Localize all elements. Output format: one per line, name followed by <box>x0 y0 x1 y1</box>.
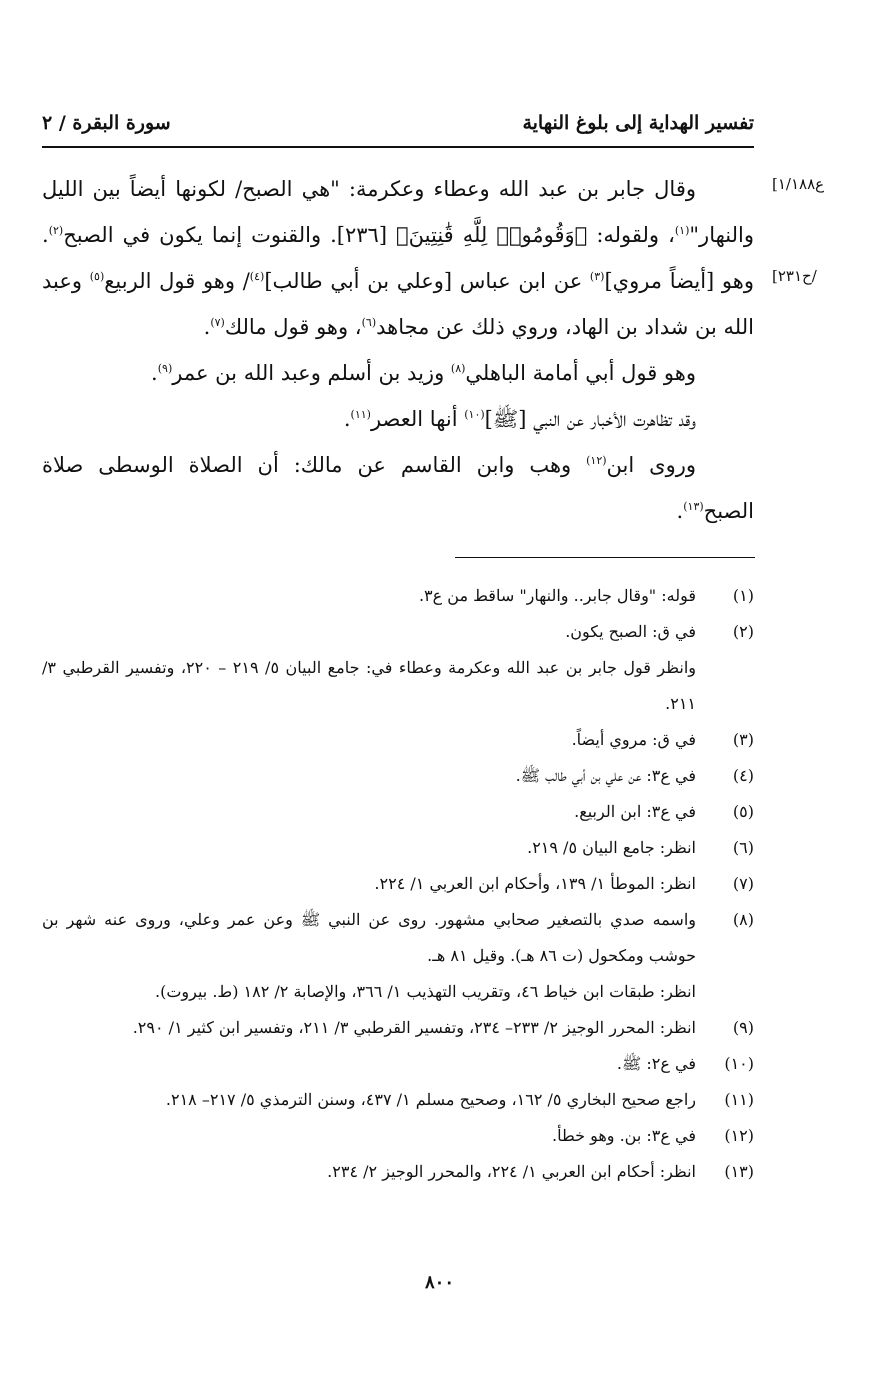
footnote-ref: (٣) <box>589 270 605 283</box>
footnote-number: (٣) <box>732 730 754 749</box>
footnote-number: (١٢) <box>724 1126 754 1145</box>
header-rule <box>42 146 754 148</box>
footnote-item <box>42 614 754 650</box>
footnote-item <box>42 1118 754 1154</box>
paragraph-4: وروى ابن$^{(١٢)}$ وهب وابن القاسم عن مالك: أن الصلاة الوسطى صلاة الصبح$^{(١٣)}$. <box>42 453 754 523</box>
footnote-text: راجع صحيح البخاري ٥/ ١٦٢، وصحيح مسلم ١/ ٤٣٧، وسنن الترمذي ٥/ ٢١٧– ٢١٨. <box>165 1090 696 1109</box>
book-title: تفسير الهداية إلى بلوغ النهاية <box>522 112 754 134</box>
page-number: ٨٠٠ <box>424 1272 454 1293</box>
footnote-item <box>42 1010 754 1046</box>
footnote-text: انظر: المحرر الوجيز ٢/ ٢٣٣– ٢٣٤، وتفسير القرطبي ٣/ ٢١١، وتفسير ابن كثير ١/ ٢٩٠. <box>132 1018 696 1037</box>
footnotes <box>42 578 754 1190</box>
footnote-item <box>42 830 754 866</box>
footnote-ref: (٢) <box>48 224 64 237</box>
footnote-text: في ع٣: ابن الربيع. <box>574 802 696 821</box>
footnote-number: (٢) <box>732 622 754 641</box>
footnote-number: (١) <box>732 586 754 605</box>
footnote-item <box>42 794 754 830</box>
running-header <box>42 106 754 140</box>
footnote-ref: (١) <box>674 224 690 237</box>
paragraph-3: وقد تظاهرت الأخبار عن النبي [ﷺ]$^{(١٠)}$ أنها العصر$^{(١١)}$. <box>343 407 696 431</box>
footnote-number: (١٠) <box>724 1054 754 1073</box>
footnote-text: في ع٣: عن علي بن أبي طالب ﷺ. <box>515 766 696 785</box>
footnote-number: (٤) <box>732 766 754 785</box>
footnote-ref: (٩) <box>157 362 173 375</box>
footnote-number: (٨) <box>732 910 754 929</box>
footnote-item <box>42 1082 754 1118</box>
footnote-number: (١٣) <box>724 1162 754 1181</box>
footnote-ref: (٦) <box>361 316 377 329</box>
footnote-continuation: وانظر قول جابر بن عبد الله وعكرمة وعطاء في: جامع البيان ٥/ ٢١٩ – ٢٢٠، وتفسير القرطبي ٣/ ٢١١. <box>42 658 697 713</box>
footnote-ref: (٨) <box>450 362 466 375</box>
footnote-continuation: انظر: طبقات ابن خياط ٤٦، وتقريب التهذيب ١/ ٣٦٦، والإصابة ٢/ ١٨٢ (ط. بيروت). <box>155 982 696 1001</box>
paragraph-1: وقال جابر بن عبد الله وعطاء وعكرمة: "هي الصبح/ لكونها أيضاً بين الليل والنهار"$^{(١)}$، ولقوله: ﴿وَقُومُوا۟ لِلَّهِ قَٰنِتِينَ﴾ [٢٣٦]. والقنوت إنما يكون في الصبح$^{(٢)}$. وهو [أيضاً مروي]$^{(٣)}$ عن ابن عباس [وعلي بن أبي طالب]$^{(٤)}$/ وهو قول الربيع$^{(٥)}$ وعبد الله بن شداد بن الهاد، وروي ذلك عن مجاهد$^{(٦)}$، وهو قول مالك$^{(٧)}$. <box>42 177 754 339</box>
main-text <box>42 166 754 534</box>
footnote-text: واسمه صدي بالتصغير صحابي مشهور. روى عن النبي ﷺ وعن عمر وعلي، وروى عنه شهر بن حوشب ومكحول (ت ٨٦ هـ). وقيل ٨١ هـ. <box>42 910 696 965</box>
footnote-ref: (١٠) <box>464 408 485 421</box>
footnote-text: في ق: مروي أيضاً. <box>571 730 696 749</box>
footnote-text: انظر: جامع البيان ٥/ ٢١٩. <box>527 838 696 857</box>
footnote-item <box>42 902 754 974</box>
footnote-item <box>42 866 754 902</box>
footnote-text: في ق: الصبح يكون. <box>565 622 696 641</box>
footnote-number: (٧) <box>732 874 754 893</box>
surah-label: سورة البقرة / ٢ <box>42 112 171 134</box>
footnote-item <box>42 1154 754 1190</box>
footnote-item <box>42 722 754 758</box>
footnote-ref: (٤) <box>249 270 265 283</box>
footnote-text: انظر: الموطأ ١/ ١٣٩، وأحكام ابن العربي ١/ ٢٢٤. <box>374 874 696 893</box>
footnote-ref: (٥) <box>89 270 105 283</box>
footnote-ref: (٧) <box>210 316 225 329</box>
footnote-item <box>42 578 754 614</box>
footnote-number: (٥) <box>732 802 754 821</box>
footnote-number: (١١) <box>724 1090 754 1109</box>
footnote-ref: (١١) <box>350 408 371 421</box>
margin-ref-manuscript-a: [ع١/١٨٨ <box>772 175 825 193</box>
footnote-item <box>42 1046 754 1082</box>
margin-ref-manuscript-b: [ح٢٣١/ <box>772 267 817 285</box>
footnote-text: انظر: أحكام ابن العربي ١/ ٢٢٤، والمحرر الوجيز ٢/ ٢٣٤. <box>327 1162 696 1181</box>
footnote-text: في ع٢: ﷺ. <box>616 1054 696 1073</box>
footnote-separator <box>455 557 755 558</box>
footnote-ref: (١٢) <box>586 454 607 467</box>
footnote-text: قوله: "وقال جابر.. والنهار" ساقط من ع٣. <box>418 586 696 605</box>
footnote-item <box>42 758 754 794</box>
footnote-number: (٩) <box>732 1018 754 1037</box>
footnote-text: في ع٣: بن. وهو خطأ. <box>552 1126 696 1145</box>
footnote-ref: (١٣) <box>683 500 704 513</box>
paragraph-2: وهو قول أبي أمامة الباهلي$^{(٨)}$ وزيد بن أسلم وعبد الله بن عمر$^{(٩)}$. <box>151 361 696 385</box>
footnote-number: (٦) <box>732 838 754 857</box>
